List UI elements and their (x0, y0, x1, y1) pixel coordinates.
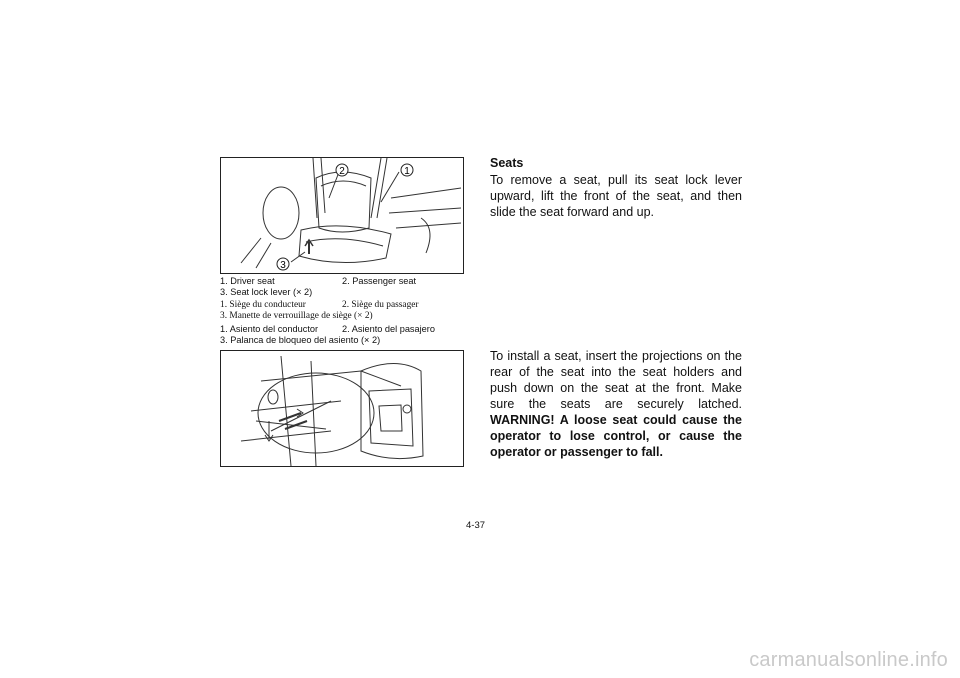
caption-fr-item2: 2. Siège du passager (342, 300, 419, 310)
caption-en-item2: 2. Passenger seat (342, 276, 417, 286)
caption-en-row1 (220, 276, 417, 287)
callout-2: 2 (339, 166, 345, 177)
caption-en-item1: 1. Driver seat (220, 276, 275, 286)
install-seat-paragraph (490, 348, 742, 460)
section-title: Seats (490, 156, 524, 170)
remove-seat-paragraph: To remove a seat, pull its seat lock lever upward, lift the front of the seat, and then slide the seat forward and up. (490, 173, 742, 219)
warning-text: WARNING! A loose seat could cause the operator to lose control, or cause the operator or passenger to fall. (490, 413, 742, 459)
callout-1: 1 (404, 166, 410, 177)
install-seat-text: To install a seat, insert the projections on the rear of the seat into the seat holders and push down on the seat at the front. Make sure the seats are securely latched. (490, 349, 742, 411)
callout-3: 3 (280, 260, 286, 271)
watermark: carmanualsonline.info (749, 649, 948, 671)
seat-install-drawing (221, 351, 463, 466)
caption-fr-row1 (220, 300, 419, 311)
caption-fr-item3: 3. Manette de verrouillage de siège (× 2) (220, 311, 373, 321)
caption-es-item1: 1. Asiento del conductor (220, 324, 319, 334)
seat-install-illustration (220, 350, 464, 467)
caption-fr-item1: 1. Siège du conducteur (220, 300, 306, 310)
seat-removal-illustration (220, 157, 464, 274)
callout-markers (277, 164, 413, 271)
seat-drawing (221, 158, 463, 273)
caption-es-item2: 2. Asiento del pasajero (342, 324, 435, 334)
caption-en-item3: 3. Seat lock lever (× 2) (220, 287, 313, 297)
caption-es-row1 (220, 324, 435, 335)
page-number: 4-37 (466, 520, 486, 531)
caption-es-item3: 3. Palanca de bloqueo del asiento (× 2) (220, 335, 381, 345)
